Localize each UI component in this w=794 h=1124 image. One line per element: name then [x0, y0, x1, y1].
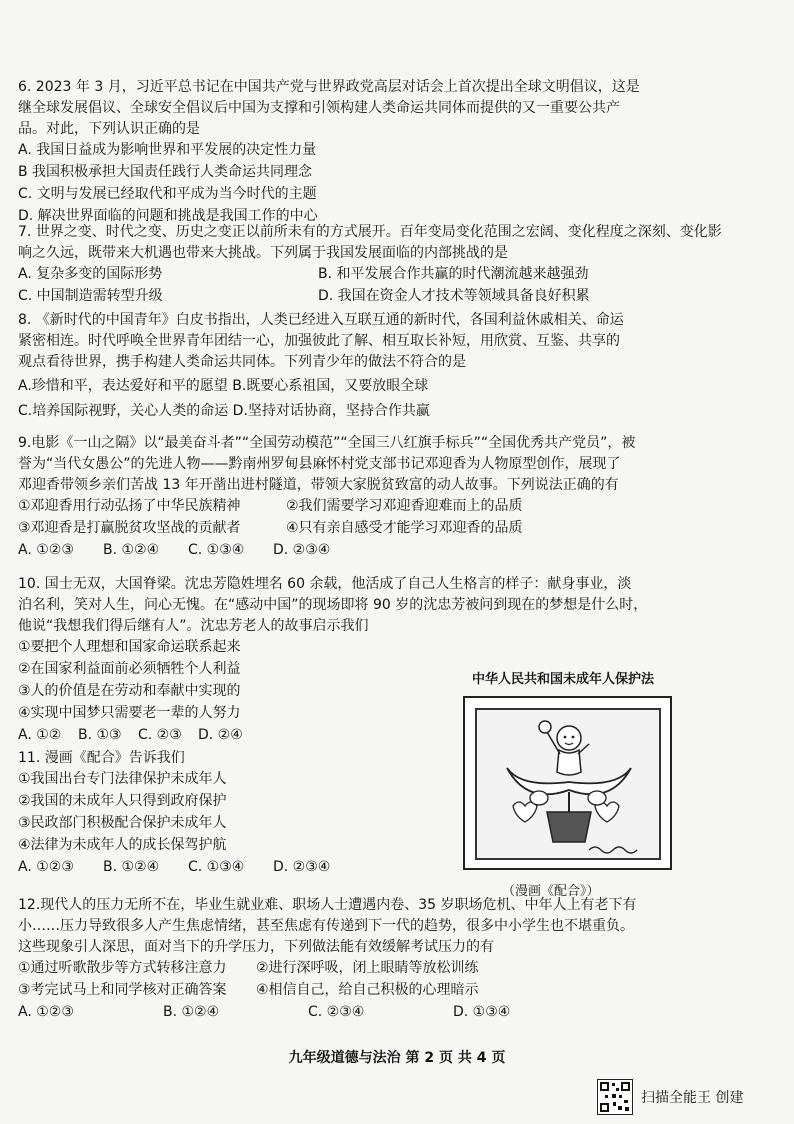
q9-stem-line: 誉为“当代女愚公”的先进人物——黔南州罗甸县麻怀村党支部书记邓迎香为人物原型创作，展现了 — [18, 456, 621, 472]
question-9 — [18, 433, 778, 562]
q7-option-c: C. 中国制造需转型升级 — [18, 288, 163, 304]
q6-option-b: B 我国积极承担大国责任践行人类命运共同理念 — [18, 164, 313, 180]
q10-statement: ①要把个人理想和国家命运联系起来 — [18, 639, 241, 655]
question-8 — [18, 310, 778, 423]
q11-statement: ④法律为未成年人的成长保驾护航 — [18, 837, 227, 853]
q11-statement: ①我国出台专门法律保护未成年人 — [18, 771, 227, 787]
q10-choice-a: A. ①② — [18, 727, 62, 743]
scanner-watermark — [597, 1079, 743, 1115]
q11-statement: ②我国的未成年人只得到政府保护 — [18, 793, 227, 809]
q12-stem-line: 12.现代人的压力无所不在，毕业生就业难、职场人士遭遇内卷、35 岁职场危机、中年人上有老下有 — [18, 897, 637, 913]
cartoon-drawing — [477, 710, 659, 858]
q9-stem-line: 邓迎香带领乡亲们苦战 13 年开凿出进村隧道，带领大家脱贫致富的动人故事。下列说法正确的有 — [18, 477, 619, 493]
q10-statement: ④实现中国梦只需要老一辈的人努力 — [18, 705, 241, 721]
page-footer: 九年级道德与法治 第 2 页 共 4 页 — [288, 1050, 506, 1066]
q9-choice-c: C. ①③④ — [188, 542, 245, 558]
q10-stem-line: 泊名利，笑对人生，问心无愧。在“感动中国”的现场即将 90 岁的沈忠芳被问到现在的梦想是什么时， — [18, 597, 648, 613]
q8-stem-line: 紧密相连。时代呼唤全世界青年团结一心，加强彼此了解、相互取长补短，用欣赏、互鉴、共享的 — [18, 333, 620, 349]
q9-choice-a: A. ①②③ — [18, 542, 74, 558]
q12-statement: ②进行深呼吸，闭上眼睛等放松训练 — [256, 960, 479, 976]
q10-stem-line: 10. 国士无双，大国脊梁。沈忠芳隐姓埋名 60 余载，他活成了自己人生格言的样子：献身事业，淡 — [18, 576, 632, 592]
scanner-credit: 扫描全能王 创建 — [641, 1090, 744, 1106]
q9-choice-b: B. ①②④ — [103, 542, 160, 558]
q11-choice-d: D. ②③④ — [273, 859, 331, 875]
q9-statement: ④只有亲自感受才能学习邓迎香的品质 — [286, 520, 523, 536]
q9-stem-line: 9.电影《一山之隔》以“最美奋斗者”“全国劳动模范”“全国三八红旗手标兵”“全国优秀共产党员”，被 — [18, 435, 636, 451]
q6-stem-line: 继全球发展倡议、全球安全倡议后中国为支撑和引领构建人类命运共同体而提供的又一重要公共产 — [18, 100, 620, 116]
q9-statement: ②我们需要学习邓迎香迎难而上的品质 — [286, 498, 523, 514]
q7-stem-line: 响之久远，既带来大机遇也带来大挑战。下列属于我国发展面临的内部挑战的是 — [18, 245, 508, 261]
cartoon-frame — [475, 708, 661, 860]
q12-choices — [18, 1002, 778, 1024]
q10-statement: ②在国家利益面前必须牺牲个人利益 — [18, 661, 241, 677]
q10-choice-d: D. ②④ — [198, 727, 243, 743]
q7-options-row — [18, 286, 778, 308]
q9-statements-row — [18, 496, 778, 518]
q9-statements-row — [18, 518, 778, 540]
q12-choice-c: C. ②③④ — [308, 1004, 365, 1020]
q12-statement: ③考完试马上和同学核对正确答案 — [18, 982, 227, 998]
q7-option-d: D. 我国在资金人才技术等领域具备良好积累 — [318, 288, 590, 304]
cartoon-image — [463, 696, 672, 870]
q6-stem-line: 品。对此，下列认识正确的是 — [18, 121, 200, 137]
q10-choice-b: B. ①③ — [78, 727, 122, 743]
q7-option-b: B. 和平发展合作共赢的时代潮流越来越强劲 — [318, 266, 589, 282]
q12-choice-a: A. ①②③ — [18, 1004, 74, 1020]
q11-statement: ③民政部门积极配合保护未成年人 — [18, 815, 227, 831]
q11-choice-b: B. ①②④ — [103, 859, 160, 875]
q7-stem-line: 7. 世界之变、时代之变、历史之变正以前所未有的方式展开。百年变局变化范围之宏阔、变化程度之深刻、变化影 — [18, 224, 722, 240]
q6-option-c: C. 文明与发展已经取代和平成为当今时代的主题 — [18, 186, 317, 202]
q8-options-ab: A.珍惜和平，表达爱好和平的愿望 B.既要心系祖国，又要放眼全球 — [18, 378, 429, 394]
q10-stem-line: 他说“我想我们得后继有人”。沈忠芳老人的故事启示我们 — [18, 618, 369, 634]
q12-statements-row — [18, 980, 778, 1002]
q12-stem-line: 这些现象引人深思，面对当下的升学压力，下列做法能有效缓解考试压力的有 — [18, 939, 494, 955]
q7-options-row — [18, 264, 778, 286]
q10-choice-c: C. ②③ — [138, 727, 182, 743]
q10-statement: ③人的价值是在劳动和奉献中实现的 — [18, 683, 241, 699]
q6-option-d: D. 解决世界面临的问题和挑战是我国工作的中心 — [18, 208, 318, 224]
q9-statement: ①邓迎香用行动弘扬了中华民族精神 — [18, 498, 241, 514]
question-7 — [18, 222, 778, 308]
cartoon-caption: （漫画《配合》） — [502, 884, 600, 899]
qr-code-icon — [597, 1079, 633, 1115]
q12-stem-line: 小……压力导致很多人产生焦虑情绪，甚至焦虑有传递到下一代的趋势，很多中小学生也不堪重负。 — [18, 918, 634, 934]
q6-stem-line: 6. 2023 年 3 月，习近平总书记在中国共产党与世界政党高层对话会上首次提出全球文明倡议，这是 — [18, 79, 640, 95]
q12-statements-row — [18, 958, 778, 980]
cartoon-title: 中华人民共和国未成年人保护法 — [471, 672, 654, 687]
q12-statement: ④相信自己，给自己积极的心理暗示 — [256, 982, 479, 998]
q11-choice-a: A. ①②③ — [18, 859, 74, 875]
q12-statement: ①通过听歌散步等方式转移注意力 — [18, 960, 227, 976]
q12-choice-d: D. ①③④ — [453, 1004, 511, 1020]
q12-choice-b: B. ①②④ — [163, 1004, 220, 1020]
q8-stem-line: 8. 《新时代的中国青年》白皮书指出，人类已经进入互联互通的新时代，各国利益休戚相关、命运 — [18, 312, 624, 328]
question-11 — [18, 748, 448, 879]
q7-option-a: A. 复杂多变的国际形势 — [18, 266, 163, 282]
q11-choice-c: C. ①③④ — [188, 859, 245, 875]
q9-choices — [18, 540, 778, 562]
question-12 — [18, 895, 778, 1024]
q6-option-a: A. 我国日益成为影响世界和平发展的决定性力量 — [18, 142, 317, 158]
q8-stem-line: 观点看待世界，携手构建人类命运共同体。下列青少年的做法不符合的是 — [18, 354, 466, 370]
q8-options-cd: C.培养国际视野，关心人类的命运 D.坚持对话协商，坚持合作共赢 — [18, 403, 430, 419]
q9-choice-d: D. ②③④ — [273, 542, 331, 558]
q9-statement: ③邓迎香是打赢脱贫攻坚战的贡献者 — [18, 520, 241, 536]
question-6 — [18, 77, 778, 228]
q11-stem-line: 11. 漫画《配合》告诉我们 — [18, 750, 185, 766]
q11-choices — [18, 857, 448, 879]
